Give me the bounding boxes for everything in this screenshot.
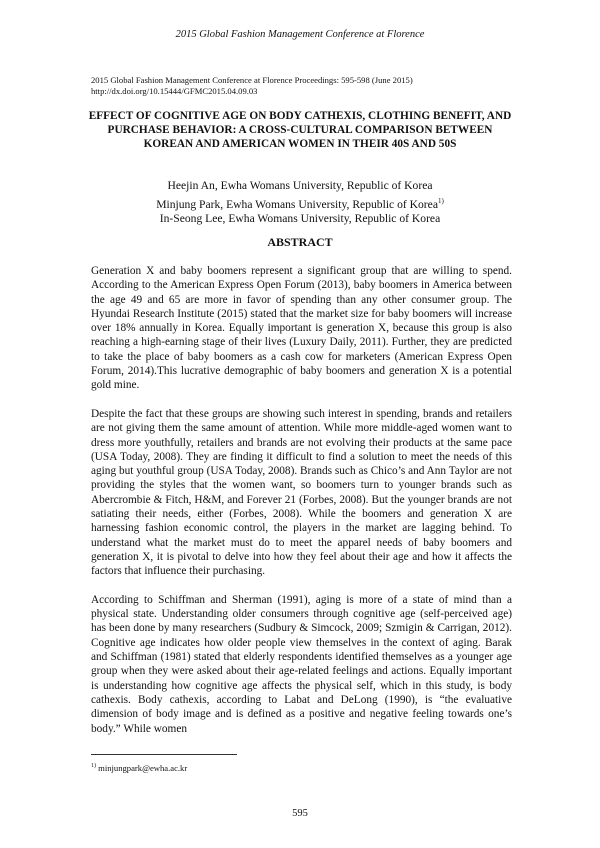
- footnote-email[interactable]: minjungpark@ewha.ac.kr: [96, 763, 188, 773]
- paragraph: According to Schiffman and Sherman (1991), aging is more of a state of mind than a physical state. Understanding older consumers through cognitive age (self-perceived age) has been done by many researchers (Sudbury & Simcock, 2009; Szmigin & Carrigan, 2012). Cognitive age indicates how older people view themselves in the context of aging. Barak and Schiffman (1981) stated that elderly respondents identified themselves as a younger age group when they were asked about their age-related feelings and actions. Equally important is understanding how cognitive age affects the physical self, which in this study, is body cathexis. Body cathexis, according to Labat and DeLong (1990), is “the evaluative dimension of body image and is defined as a positive and negative feeling towards one’s body.” While women: [91, 593, 512, 735]
- citation-block: [91, 75, 521, 97]
- footnote-marker: 1): [437, 196, 444, 205]
- page-number: 595: [292, 808, 308, 819]
- citation-doi-link[interactable]: http://dx.doi.org/10.15444/GFMC2015.04.09.03: [91, 86, 258, 96]
- abstract-heading: ABSTRACT: [267, 235, 333, 249]
- footnote-divider: [91, 754, 237, 755]
- paragraph: Despite the fact that these groups are showing such interest in spending, brands and retailers are not giving them the same amount of attention. While more middle-aged women want to dress more youthfully, retailers and brands are not evolving their products at the same pace (USA Today, 2008). They are finding it difficult to find a solution to meet the needs of this aging but youthful group (USA Today, 2008). Brands such as Chico’s and Ann Taylor are not providing the styles that the women want, so boomers turn to younger brands such as Abercrombie & Fitch, H&M, and Forever 21 (Forbes, 2008). But the younger brands are not satiating their needs, either (Forbes, 2008). While the boomers and generation X are harnessing fashion economic control, the players in the market are lagging behind. To understand what the market must do to meet the apparel needs of baby boomers and generation X, it is pivotal to delve into how they feel about their age and how it affects the factors that influence their purchasing.: [91, 407, 512, 578]
- paragraph: Generation X and baby boomers represent a significant group that are willing to spend. According to the American Express Open Forum (2013), baby boomers in America between the age 49 and 65 are more in favor of spending than any other consumer group. The Hyundai Research Institute (2015) stated that the market size for baby boomers will increase over 18% annually in Korea. Equally important is generation X, because this group is also reaching a high-earning stage of their lives (Luxury Daily, 2011). Further, they are predicted to take the place of baby boomers as a cash cow for marketers (American Express Open Forum, 2014).This lucrative demographic of baby boomers and generation X is a potential gold mine.: [91, 265, 512, 392]
- paper-title: EFFECT OF COGNITIVE AGE ON BODY CATHEXIS, CLOTHING BENEFIT, AND PURCHASE BEHAVIOR: A CROSS-CULTURAL COMPARISON BETWEEN KOREAN AND AMERICAN WOMEN IN THEIR 40S AND 50S: [88, 110, 512, 151]
- abstract-body: [91, 264, 512, 750]
- author-list: [100, 179, 500, 226]
- running-head: 2015 Global Fashion Management Conference at Florence: [175, 29, 425, 40]
- citation-proceedings: 2015 Global Fashion Management Conference at Florence Proceedings: 595-598 (June 2015): [91, 75, 413, 85]
- author-line: Minjung Park, Ewha Womans University, Republic of Korea$^{1)}$: [156, 196, 444, 211]
- footnote-mark: 1): [91, 763, 96, 770]
- author-line: Heejin An, Ewha Womans University, Republic of Korea: [167, 179, 433, 192]
- footnote: [91, 763, 187, 773]
- author-line: In-Seong Lee, Ewha Womans University, Republic of Korea: [159, 211, 441, 225]
